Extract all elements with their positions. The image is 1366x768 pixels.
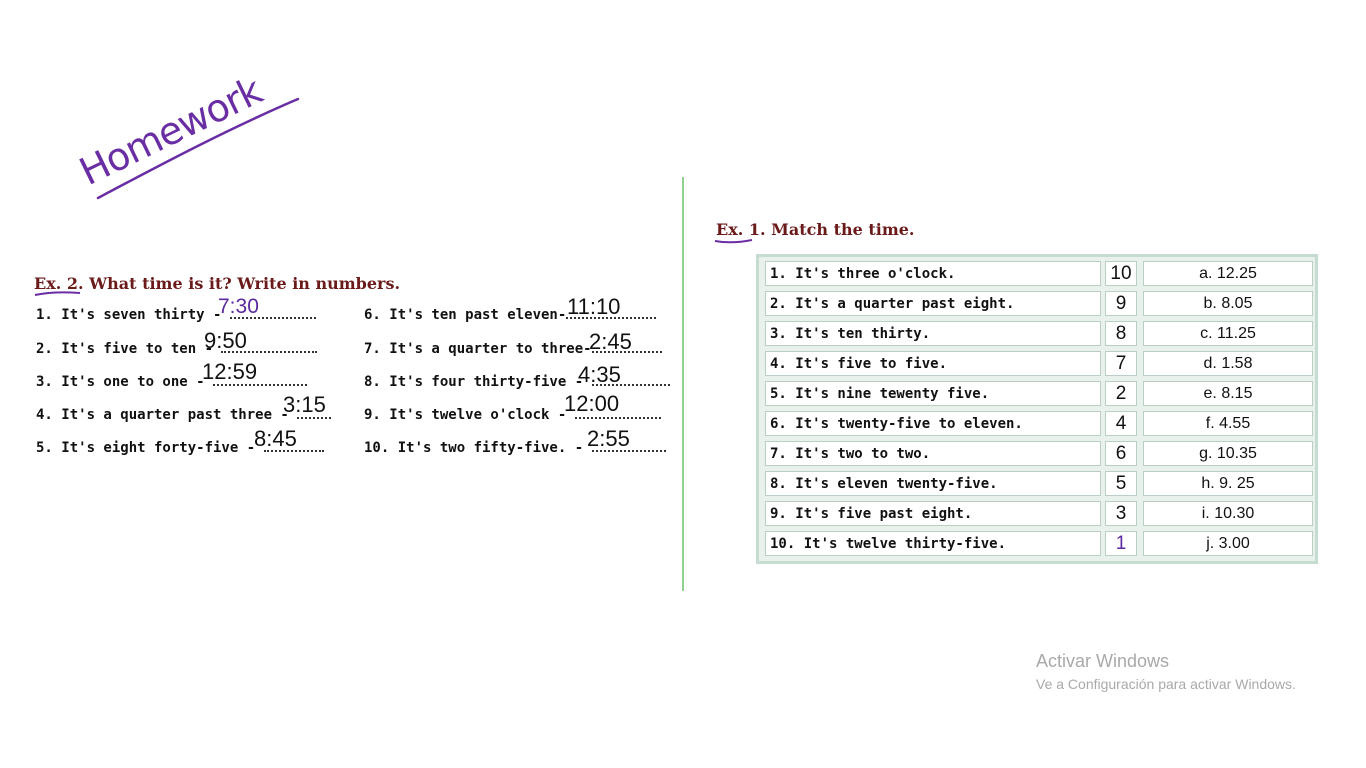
- activation-watermark-subtitle: Ve a Configuración para activar Windows.: [1036, 676, 1296, 692]
- sentence-cell: 9. It's five past eight.: [765, 501, 1101, 526]
- ex2-item-2: [36, 337, 317, 357]
- match-number-cell: 10: [1105, 261, 1137, 286]
- ex2-item-text: 5. It's eight forty-five -: [36, 440, 256, 456]
- sentence-cell: 7. It's two to two.: [765, 441, 1101, 466]
- sentence-cell: 5. It's nine tewenty five.: [765, 381, 1101, 406]
- ex2-item-3: [36, 370, 307, 390]
- sentence-cell: 10. It's twelve thirty-five.: [765, 531, 1101, 556]
- ex2-answer-6: 11:10: [567, 294, 621, 319]
- ex2-answer-9: 12:00: [564, 391, 620, 416]
- ex2-title: [34, 274, 400, 293]
- ex2-item-text: 10. It's two fifty-five. -: [364, 440, 584, 456]
- homework-underline: [0, 0, 320, 220]
- ex2-item-text: 1. It's seven thirty -: [36, 307, 222, 323]
- ex2-item-text: 9. It's twelve o'clock -: [364, 407, 567, 423]
- time-option-cell: e. 8.15: [1143, 381, 1313, 406]
- ex2-item-1: [36, 303, 316, 323]
- ex1-title-text: Match the time.: [771, 220, 915, 239]
- sentence-cell: 8. It's eleven twenty-five.: [765, 471, 1101, 496]
- ex2-answer-5: 8:45: [254, 426, 297, 451]
- match-number-cell: 7: [1105, 351, 1137, 376]
- ex2-item-text: 8. It's four thirty-five -: [364, 374, 584, 390]
- match-number-cell: 3: [1105, 501, 1137, 526]
- ex2-answer-10: 2:55: [587, 426, 630, 451]
- match-number-cell: 1: [1105, 531, 1137, 556]
- ex2-item-text: 7. It's a quarter to three-: [364, 341, 592, 357]
- ex2-title-underline: [34, 290, 82, 298]
- homework-heading-area: [0, 0, 320, 220]
- match-number-cell: 2: [1105, 381, 1137, 406]
- time-option-cell: i. 10.30: [1143, 501, 1313, 526]
- ex2-answer-4: 3:15: [283, 392, 326, 417]
- time-option-cell: h. 9. 25: [1143, 471, 1313, 496]
- time-option-cell: b. 8.05: [1143, 291, 1313, 316]
- ex2-answer-2: 9:50: [204, 328, 247, 353]
- ex2-item-8: [364, 370, 670, 390]
- ex2-item-text: 3. It's one to one -: [36, 374, 205, 390]
- match-number-cell: 8: [1105, 321, 1137, 346]
- time-option-cell: g. 10.35: [1143, 441, 1313, 466]
- ex2-answer-1: 7:30: [218, 295, 259, 318]
- match-table: [756, 254, 1318, 564]
- ex1-title-underline: [714, 237, 754, 245]
- time-option-cell: f. 4.55: [1143, 411, 1313, 436]
- sentence-cell: 4. It's five to five.: [765, 351, 1101, 376]
- match-number-cell: 4: [1105, 411, 1137, 436]
- match-number-cell: 6: [1105, 441, 1137, 466]
- ex2-answer-8: 4:35: [578, 362, 621, 387]
- time-option-cell: j. 3.00: [1143, 531, 1313, 556]
- time-option-cell: c. 11.25: [1143, 321, 1313, 346]
- column-divider: [682, 177, 684, 591]
- time-option-cell: d. 1.58: [1143, 351, 1313, 376]
- sentence-cell: 2. It's a quarter past eight.: [765, 291, 1101, 316]
- time-option-cell: a. 12.25: [1143, 261, 1313, 286]
- sentence-cell: 3. It's ten thirty.: [765, 321, 1101, 346]
- sentence-cell: 1. It's three o'clock.: [765, 261, 1101, 286]
- ex2-title-prefix: Ex. 2.: [34, 274, 84, 293]
- activation-watermark-title: Activar Windows: [1036, 651, 1170, 671]
- sentence-cell: 6. It's twenty-five to eleven.: [765, 411, 1101, 436]
- ex2-item-text: 2. It's five to ten -: [36, 341, 214, 357]
- ex1-title-prefix: Ex. 1.: [716, 220, 766, 239]
- ex2-answer-3: 12:59: [202, 359, 258, 384]
- ex2-item-text: 6. It's ten past eleven-: [364, 307, 567, 323]
- match-number-cell: 9: [1105, 291, 1137, 316]
- homework-handwriting: Homework: [72, 68, 269, 194]
- ex2-item-text: 4. It's a quarter past three -: [36, 407, 289, 423]
- ex2-answer-7: 2:45: [589, 329, 632, 354]
- ex2-title-text: What time is it? Write in numbers.: [89, 274, 401, 293]
- match-number-cell: 5: [1105, 471, 1137, 496]
